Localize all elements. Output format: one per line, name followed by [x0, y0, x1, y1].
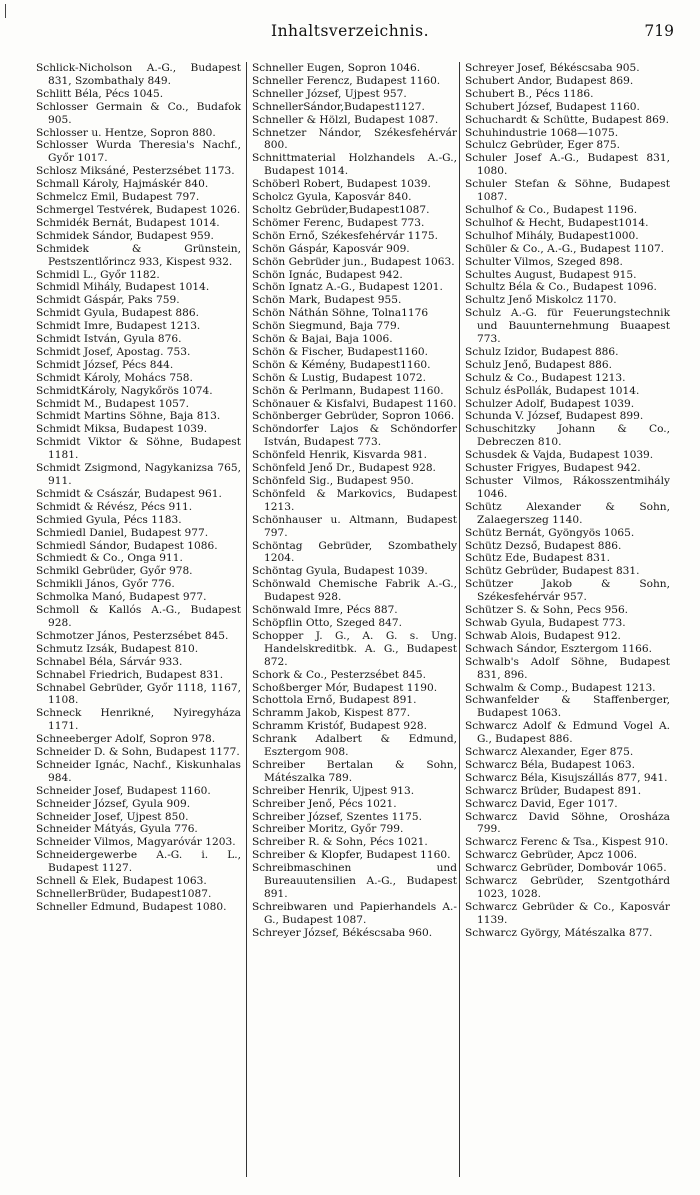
index-entry: Schunda V. József, Budapest 899.	[465, 410, 644, 423]
index-entry: Schwanfelder & Staffenberger, Budapest 1063.	[465, 694, 670, 720]
index-entry: SchnellerSándor,Budapest1127.	[252, 100, 425, 113]
index-entry: Schmidt Miksa, Budapest 1039.	[36, 423, 208, 436]
index-entry: Schneider Josef, Ujpest 850.	[36, 810, 189, 823]
index-entry: Schmied Gyula, Pécs 1183.	[36, 513, 182, 526]
index-entry: Schramm Jakob, Kispest 877.	[252, 707, 411, 720]
index-entry: Schneeberger Adolf, Sopron 978.	[36, 733, 216, 746]
index-entry: Schreiber Henrik, Ujpest 913.	[252, 784, 415, 797]
index-entry: Schuler Stefan & Söhne, Budapest 1087.	[465, 178, 670, 204]
index-entry: Schütz Ede, Budapest 831.	[465, 552, 610, 565]
index-entry: Schneider József, Gyula 909.	[36, 797, 191, 810]
index-entry: Schmotzer János, Pesterzsébet 845.	[36, 629, 229, 642]
index-entry: Schwalm & Comp., Budapest 1213.	[465, 681, 656, 694]
index-entry: Schulzer Adolf, Budapest 1039.	[465, 397, 635, 410]
column-divider	[459, 62, 460, 1177]
index-entry: Schön & Perlmann, Budapest 1160.	[252, 384, 444, 397]
index-entry: Schönauer & Kisfalvi, Budapest 1160.	[252, 397, 457, 410]
index-entry: Schrank Adalbert & Edmund, Esztergom 908.	[252, 733, 457, 759]
index-entry: Schreibwaren und Papierhandels A.-G., Budapest 1087.	[252, 900, 457, 926]
index-entry: Schuler Josef A.-G., Budapest 831, 1080.	[465, 152, 670, 178]
index-entry: Schlosz Miksáné, Pesterzsébet 1173.	[36, 165, 235, 178]
index-entry: Schönfeld & Markovics, Budapest 1213.	[252, 487, 457, 513]
index-entry: Schmidl Mihály, Budapest 1014.	[36, 281, 210, 294]
index-entry: Schnabel Béla, Sárvár 933.	[36, 655, 183, 668]
index-entry: Schulz ésPollák, Budapest 1014.	[465, 384, 640, 397]
index-entry: Schnittmaterial Holzhandels A.-G., Budapest 1014.	[252, 152, 457, 178]
index-entry: Scholcz Gyula, Kaposvár 840.	[252, 191, 412, 204]
index-entry: Schneidergewerbe A.-G. i. L., Budapest 1127.	[36, 849, 241, 875]
index-entry: Schneller József, Ujpest 957.	[252, 87, 407, 100]
index-entry: Schultz Jenő Miskolcz 1170.	[465, 294, 617, 307]
index-entry: Schwarcz Gebrüder, Szentgothárd 1023, 1028.	[465, 875, 670, 900]
index-entry: Schützer S. & Sohn, Pecs 956.	[465, 604, 629, 617]
index-entry: Schneller Edmund, Budapest 1080.	[36, 900, 227, 913]
index-entry: Schmiedl Sándor, Budapest 1086.	[36, 539, 218, 552]
index-entry: Schönberger Gebrüder, Sopron 1066.	[252, 410, 455, 423]
index-entry: Schönhauser u. Altmann, Budapest 797.	[252, 513, 457, 539]
index-entry: Schöpflin Otto, Szeged 847.	[252, 616, 403, 629]
index-entry: Schmidt Martins Söhne, Baja 813.	[36, 410, 221, 423]
index-entry: Schmall Károly, Hajmáskér 840.	[36, 178, 209, 191]
index-entry: Schlosser u. Hentze, Sopron 880.	[36, 126, 216, 139]
index-entry: Schütz Alexander & Sohn, Zalaegerszeg 1140.	[465, 500, 670, 526]
index-entry: Schwarcz Béla, Budapest 1063.	[465, 758, 635, 771]
index-entry: Schön Ignác, Budapest 942.	[252, 268, 403, 281]
index-entry: Schulcz Gebrüder, Eger 875.	[465, 139, 620, 152]
index-column-1	[36, 62, 241, 914]
index-entry: Schmergel Testvérek, Budapest 1026.	[36, 203, 241, 216]
index-entry: Schönfeld Sig., Budapest 950.	[252, 475, 414, 487]
index-entry: Schön Gáspár, Kaposvár 909.	[252, 242, 410, 255]
index-entry: Schöntag Gebrüder, Szombathely 1204.	[252, 539, 457, 565]
index-entry: Schön & Kémény, Budapest1160.	[252, 358, 431, 371]
index-entry: Schnetzer Nándor, Székesfehérvár 800.	[252, 126, 457, 152]
index-entry: Schork & Co., Pesterzsébet 845.	[252, 668, 426, 681]
index-entry: Schwalb's Adolf Söhne, Budapest 831, 896.	[465, 655, 670, 681]
index-entry: Schmidt István, Gyula 876.	[36, 333, 182, 346]
index-entry: Schöberl Robert, Budapest 1039.	[252, 178, 431, 191]
index-entry: Schnabel Gebrüder, Győr 1118, 1167, 1108.	[36, 681, 241, 707]
index-entry: Schneider Mátyás, Gyula 776.	[36, 823, 198, 836]
index-entry: Schön & Bajai, Baja 1006.	[252, 333, 393, 346]
index-entry: Schwarcz Brüder, Budapest 891.	[465, 784, 642, 797]
index-entry: Schmidek & Grünstein, Pestszentlőrincz 933, Kispest 932.	[36, 242, 241, 268]
index-entry: Schubert Andor, Budapest 869.	[465, 74, 634, 87]
index-entry: Schön Ernő, Székesfehérvár 1175.	[252, 229, 438, 242]
index-entry: Schneck Henrikné, Nyiregyháza 1171.	[36, 707, 241, 733]
index-entry: Schützer Jakob & Sohn, Székesfehérvár 957.	[465, 578, 670, 604]
index-entry: Schwarcz Adolf & Edmund Vogel A. G., Budapest 886.	[465, 720, 670, 746]
index-entry: Schmidt & Császár, Budapest 961.	[36, 487, 222, 500]
index-entry: Schmidt Károly, Mohács 758.	[36, 371, 193, 384]
column-divider	[246, 62, 247, 1177]
index-entry: Schön Mark, Budapest 955.	[252, 294, 402, 307]
index-entry: Schwab Gyula, Budapest 773.	[465, 616, 626, 629]
index-entry: Schmidt & Révész, Pécs 911.	[36, 500, 193, 513]
index-column-2	[252, 62, 457, 940]
index-entry: Schömer Ferenc, Budapest 773.	[252, 216, 425, 229]
index-entry: Schneider Vilmos, Magyaróvár 1203.	[36, 836, 236, 849]
index-entry: Schwarcz Béla, Kisujszállás 877, 941.	[465, 771, 668, 784]
index-entry: Schwab Alois, Budapest 912.	[465, 629, 621, 642]
index-entry: Schöntag Gyula, Budapest 1039.	[252, 565, 428, 578]
index-entry: Schulhof Mihály, Budapest1000.	[465, 229, 639, 242]
index-entry: Schmiedt & Co., Onga 911.	[36, 552, 183, 565]
index-entry: Schuchardt & Schütte, Budapest 869.	[465, 113, 669, 126]
page-header	[0, 8, 700, 42]
index-entry: Schlosser Wurda Theresia's Nachf., Győr 1017.	[36, 139, 241, 165]
index-entry: Schneider Josef, Budapest 1160.	[36, 784, 211, 797]
index-entry: Schreyer Josef, Békéscsaba 905.	[465, 62, 640, 74]
index-entry: Schreiber R. & Sohn, Pécs 1021.	[252, 836, 428, 849]
index-entry: Schwarcz György, Mátészalka 877.	[465, 926, 653, 939]
index-entry: Schönfeld Henrik, Kisvarda 981.	[252, 449, 428, 462]
index-entry: Schmikl Gebrüder, Győr 978.	[36, 565, 193, 578]
index-entry: Schuschitzky Johann & Co., Debreczen 810.	[465, 423, 670, 449]
index-entry: Schulz Izidor, Budapest 886.	[465, 345, 619, 358]
index-entry: Schlitt Béla, Pécs 1045.	[36, 87, 164, 100]
index-entry: Schnell & Elek, Budapest 1063.	[36, 875, 207, 888]
index-entry: Schreibmaschinen und Bureauutensilien A.-G., Budapest 891.	[252, 862, 457, 900]
index-entry: Schusdek & Vajda, Budapest 1039.	[465, 449, 654, 462]
index-entry: Schmutz Izsák, Budapest 810.	[36, 642, 199, 655]
index-entry: Schneller Ferencz, Budapest 1160.	[252, 74, 441, 87]
index-entry: Schubert József, Budapest 1160.	[465, 100, 640, 113]
index-entry: Schneller Eugen, Sopron 1046.	[252, 62, 421, 74]
index-entry: Schmidt M., Budapest 1057.	[36, 397, 189, 410]
index-entry: Schopper J. G., A. G. s. Ung. Handelskreditbk. A. G., Budapest 872.	[252, 629, 457, 668]
index-entry: Schmidek Sándor, Budapest 959.	[36, 229, 214, 242]
index-entry: Schmidt József, Pécs 844.	[36, 358, 174, 371]
index-entry: Schmidt Zsigmond, Nagykanizsa 765, 911.	[36, 462, 241, 487]
index-entry: Schreiber József, Szentes 1175.	[252, 810, 422, 823]
index-entry: Schönwald Imre, Pécs 887.	[252, 604, 398, 617]
index-entry: Schmidt Gyula, Budapest 886.	[36, 307, 199, 320]
index-entry: Schneller & Hölzl, Budapest 1087.	[252, 113, 439, 126]
index-entry: Schwach Sándor, Esztergom 1166.	[465, 642, 652, 655]
index-entry: Schottola Ernő, Budapest 891.	[252, 694, 417, 707]
index-entry: Schütz Bernát, Gyöngyös 1065.	[465, 526, 635, 539]
index-entry: Schuster Vilmos, Rákosszentmihály 1046.	[465, 475, 670, 500]
index-entry: Schultes August, Budapest 915.	[465, 268, 637, 281]
index-entry: Schulter Vilmos, Szeged 898.	[465, 255, 623, 268]
index-entry: Schmidt Viktor & Söhne, Budapest 1181.	[36, 436, 241, 462]
index-entry: Schreiber Bertalan & Sohn, Mátészalka 789.	[252, 758, 457, 784]
index-entry: Schmikli János, Győr 776.	[36, 578, 175, 591]
index-entry: Schmoll & Kallós A.-G., Budapest 928.	[36, 604, 241, 629]
index-entry: Schnabel Friedrich, Budapest 831.	[36, 668, 224, 681]
index-entry: Schwarcz Gebrüder & Co., Kaposvár 1139.	[465, 900, 670, 926]
index-entry: Schneider D. & Sohn, Budapest 1177.	[36, 746, 240, 759]
index-entry: Schwarcz Gebrüder, Dombovár 1065.	[465, 862, 667, 875]
index-entry: Schwarcz Gebrüder, Apcz 1006.	[465, 849, 638, 862]
index-entry: Schreiber Jenő, Pécs 1021.	[252, 797, 397, 810]
index-entry: Schönwald Chemische Fabrik A.-G., Budapest 928.	[252, 578, 457, 604]
index-entry: Schmiedl Daniel, Budapest 977.	[36, 526, 209, 539]
index-entry: Schneider Ignác, Nachf., Kiskunhalas 984.	[36, 758, 241, 784]
index-entry: Schulz A.-G. für Feuerungstechnik und Bauunternehmung Buaapest 773.	[465, 307, 670, 346]
index-entry: Schmolka Manó, Budapest 977.	[36, 591, 207, 604]
index-entry: Schön Náthán Söhne, Tolna1176	[252, 307, 429, 320]
index-entry: Schreiber & Klopfer, Budapest 1160.	[252, 849, 451, 862]
index-entry: Schreyer József, Békéscsaba 960.	[252, 926, 433, 939]
index-entry: Schönfeld Jenő Dr., Budapest 928.	[252, 462, 436, 475]
index-entry: Scholtz Gebrüder,Budapest1087.	[252, 203, 430, 216]
index-entry: Schmidt Imre, Budapest 1213.	[36, 320, 201, 333]
index-entry: SchnellerBrüder, Budapest1087.	[36, 888, 212, 900]
page-number: 719	[644, 22, 674, 40]
index-entry: Schoßberger Mór, Budapest 1190.	[252, 681, 438, 694]
index-entry: Schulhof & Hecht, Budapest1014.	[465, 216, 649, 229]
index-entry: Schön & Fischer, Budapest1160.	[252, 345, 428, 358]
index-entry: Schramm Kristóf, Budapest 928.	[252, 720, 427, 733]
index-entry: Schmidl L., Győr 1182.	[36, 268, 160, 281]
index-entry: Schreiber Moritz, Győr 799.	[252, 823, 404, 836]
index-entry: Schwarcz Ferenc & Tsa., Kispest 910.	[465, 836, 669, 849]
index-entry: Schulz & Co., Budapest 1213.	[465, 371, 626, 384]
index-entry: Schultz Béla & Co., Budapest 1096.	[465, 281, 657, 294]
index-entry: Schwarcz David, Eger 1017.	[465, 797, 618, 810]
index-entry: Schmidék Bernát, Budapest 1014.	[36, 216, 220, 229]
index-entry: Schmidt Gáspár, Paks 759.	[36, 294, 180, 307]
index-entry: Schüler & Co., A.-G., Budapest 1107.	[465, 242, 665, 255]
index-entry: Schön Ignatz A.-G., Budapest 1201.	[252, 281, 443, 294]
index-entry: Schlosser Germain & Co., Budafok 905.	[36, 100, 241, 126]
index-entry: Schuster Frigyes, Budapest 942.	[465, 462, 641, 475]
index-entry: Schwarcz Alexander, Eger 875.	[465, 746, 634, 759]
index-entry: Schön & Lustig, Budapest 1072.	[252, 371, 426, 384]
index-entry: Schön Gebrüder jun., Budapest 1063.	[252, 255, 455, 268]
index-entry: Schubert B., Pécs 1186.	[465, 87, 594, 100]
index-entry: Schön Siegmund, Baja 779.	[252, 320, 401, 333]
index-entry: Schulhof & Co., Budapest 1196.	[465, 203, 638, 216]
index-entry: Schulz Jenő, Budapest 886.	[465, 358, 613, 371]
index-entry: Schuhindustrie 1068—1075.	[465, 126, 619, 139]
index-entry: Schöndorfer Lajos & Schöndorfer István, Budapest 773.	[252, 423, 457, 449]
index-entry: Schwarcz David Söhne, Orosháza 799.	[465, 810, 670, 836]
index-entry: Schlick-Nicholson A.-G., Budapest 831, Szombathaly 849.	[36, 62, 241, 87]
index-entry: Schütz Dezső, Budapest 886.	[465, 539, 622, 552]
index-entry: SchmidtKároly, Nagykőrös 1074.	[36, 384, 213, 397]
index-entry: Schütz Gebrüder, Budapest 831.	[465, 565, 640, 578]
index-column-3	[465, 62, 670, 940]
index-entry: Schmelcz Emil, Budapest 797.	[36, 191, 200, 204]
index-entry: Schmidt Josef, Apostag. 753.	[36, 345, 191, 358]
page-title: Inhaltsverzeichnis.	[270, 22, 430, 40]
